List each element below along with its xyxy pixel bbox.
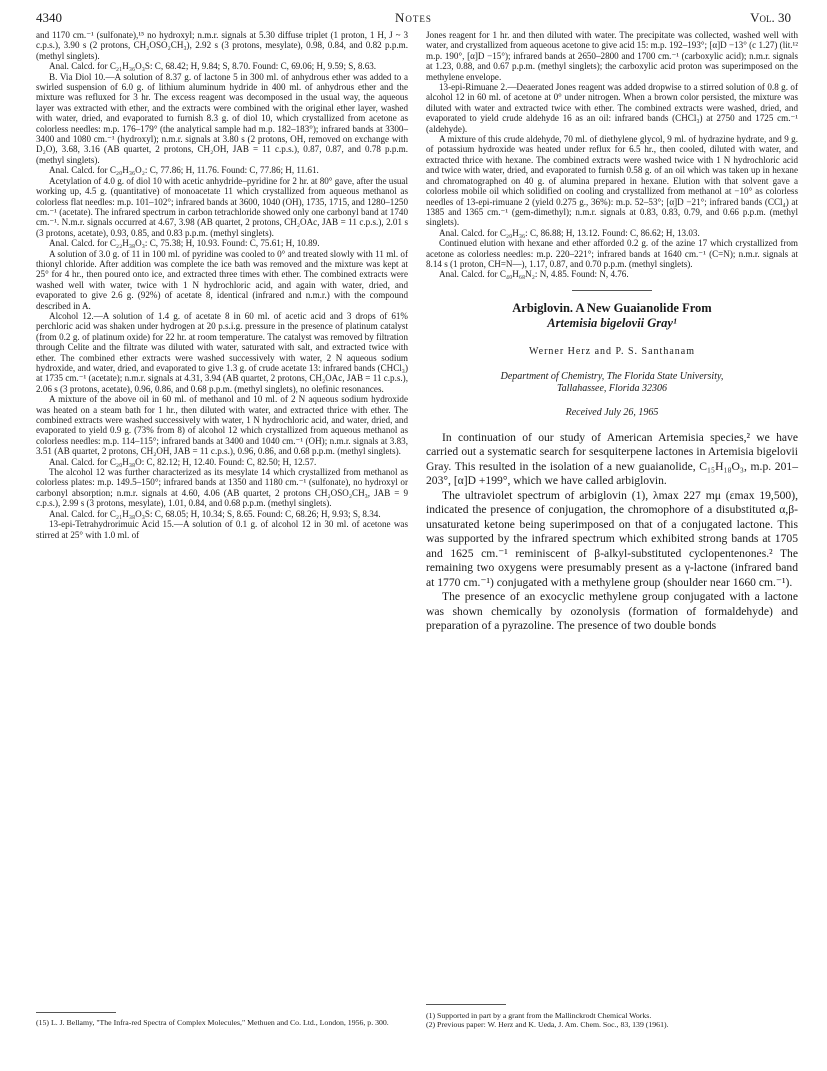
paragraph: Anal. Calcd. for C₂₀H₃₆O₂: C, 77.86; H, 11.76. Found: C, 77.86; H, 11.61. — [49, 165, 319, 176]
paragraph: Jones reagent for 1 hr. and then diluted with water. The precipitate was collected, washed well with water, and crystallized from aqueous acetone to give acid 15: m.p. 192–193°; [α]D −13° (c 1.27) (lit.¹² m.p. 190°, [α]D −15°); infrared bands at 2650–2800 and 1700 cm.⁻¹ (carboxylic acid); n.m.r. signals at 1.23, 0.88, and 0.67 p.p.m. (methyl singlets); the carboxylic acid proton was superimposed on the methylene envelope. — [426, 30, 799, 82]
article-affiliation — [426, 371, 798, 394]
received-date: Received July 26, 1965 — [565, 407, 659, 419]
paragraph: Anal. Calcd. for C₂₂H₃₈O₃: C, 75.38; H, 10.93. Found: C, 75.61; H, 10.89. — [49, 238, 320, 249]
left-column — [36, 30, 408, 540]
paragraph: In continuation of our study of American Artemisia species,² we have carried out a systematic search for sesquiterpene lactones in Artemisia bigelovii Gray. This resulted in the isolation of a new guaianolide, C₁₅H₁₈O₃, m.p. 201–203°, [α]D +199°, which we have called arbiglovin. — [426, 430, 798, 488]
paragraph: Acetylation of 4.0 g. of diol 10 with acetic anhydride–pyridine for 2 hr. at 80° gave, after the usual working up, 4.5 g. (quantitative) of monoacetate 11 which crystallized from aqueous methanol as colorless flat needles: m.p. 101–102°; infrared bands at 3600, 1040 (OH), 1735, 1715, and 1280–1250 cm.⁻¹ (acetate). The infrared spectrum in carbon tetrachloride showed only one carbonyl band at 1740 cm.⁻¹. N.m.r. signals occurred at 4.67, 3.98 (AB quartet, 2 protons, CH₂OAc, JAB = 11 c.p.s.), 2.01 s (3 protons, acetate), 0.93, 0.85, and 0.83 p.p.m. (methyl singlets). — [36, 175, 408, 238]
journal-section: Notes — [395, 10, 432, 25]
paragraph: 13-epi-Tetrahydrorimuic Acid 15.—A solution of 0.1 g. of alcohol 12 in 30 ml. of acetone was stirred at 25° with 1.0 ml. of — [36, 519, 408, 540]
paragraph: The alcohol 12 was further characterized as its mesylate 14 which crystallized from methanol as colorless plates: m.p. 149.5–150°; infrared bands at 1350 and 1180 cm.⁻¹ (sulfonate), no hydroxyl or carbonyl absorption; n.m.r. signals at 4.60, 4.06 (AB quartet, 2 protons CH₂OSO₂CH₃, JAB = 9 c.p.s.), 2.99 s (3 protons, mesylate), 1.01, 0.84, and 0.68 p.p.m. (methyl singlets). — [36, 467, 408, 509]
article-body — [426, 431, 798, 634]
paragraph: A mixture of the above oil in 60 ml. of methanol and 10 ml. of 2 N aqueous sodium hydroxide was heated on a steam bath for 1 hr., then diluted with water, and extracted thrice with ether. The combined extracts were washed successively with water, 1 N hydrochloric acid, and water, dried, and evaporated to yield 0.9 g. (73% from 8) of alcohol 12 which crystallized from aqueous methanol as colorless needles: m.p. 114–115°; infrared bands at 3400 and 1040 cm.⁻¹ (OH); n.m.r. signals at 3.83, 3.51 (AB quartet, 2 protons, CH₂OH, JAB = 11 c.p.s.), 0.96, 0.86, and 0.68 p.p.m. (methyl singlets). — [36, 394, 408, 457]
footnote: (2) Previous paper: W. Herz and K. Ueda, J. Am. Chem. Soc., 83, 139 (1961). — [426, 1020, 669, 1030]
affiliation-line: Tallahassee, Florida 32306 — [557, 382, 667, 394]
paragraph: Anal. Calcd. for C₂₀H₃₈O: C, 82.12; H, 12.40. Found: C, 82.50; H, 12.57. — [49, 456, 317, 467]
affiliation-line: Department of Chemistry, The Florida State University, — [500, 371, 724, 383]
paragraph: A solution of 3.0 g. of 11 in 100 ml. of pyridine was cooled to 0° and treated slowly with 11 ml. of thionyl chloride. After addition was complete the ice bath was removed and the mixture was kept at 25° for 4 hr., then poured onto ice, and extracted three times with ether. The combined extracts were washed well with water, twice with 1 N hydrochloric acid, and again with water, dried, and evaporated to give 2.6 g. (92%) of acetate 8, identical (infrared and n.m.r.) with the compound described in A. — [36, 248, 408, 311]
paragraph: Anal. Calcd. for C₄₀H₆₈N₂: N, 4.85. Found: N, 4.76. — [439, 269, 629, 280]
section-divider — [572, 290, 652, 291]
footnote-rule — [36, 1012, 116, 1013]
running-header — [36, 10, 791, 30]
paragraph: Alcohol 12.—A solution of 1.4 g. of acetate 8 in 60 ml. of acetic acid and 3 drops of 61% perchloric acid was shaken under hydrogen at 20 p.s.i.g. pressure in the presence of platinum catalyst (from 0.2 g. of platinum oxide) for 22 hr. at room temperature. The catalyst was removed by filtration through Celite and the filtrate was diluted with water, saturated with salt, and extracted twice with ether. The combined ether extracts were washed successively with water, 2 N aqueous sodium hydroxide, and water, dried, and evaporated to give 1.3 g. of crude acetate 13: infrared bands (CHCl₃) at 1735 cm.⁻¹ (acetate); n.m.r. signals at 4.31, 3.94 (AB quartet, 2 protons, CH₂OAc, JAB = 11 c.p.s.), 2.06 s (3 protons, acetate), 0.96, 0.86, and 0.68 p.p.m. (methyl singlets), no olefinic resonances. — [36, 310, 408, 394]
volume-label: Vol. 30 — [750, 10, 791, 25]
paragraph: and 1170 cm.⁻¹ (sulfonate),¹⁵ no hydroxyl; n.m.r. signals at 5.30 diffuse triplet (1 proton, 1 H, J ~ 3 c.p.s.), 3.90 s (2 protons, CH₂OSO₂CH₃), 2.92 s (3 protons, mesylate), 0.98, 0.84, and 0.82 p.p.m. (methyl singlets). — [36, 30, 408, 61]
paragraph: Anal. Calcd. for C₂₀H₃₆: C, 86.88; H, 13.12. Found: C, 86.62; H, 13.03. — [439, 227, 700, 238]
footnote: (15) L. J. Bellamy, "The Infra-red Spectra of Complex Molecules," Methuen and Co. Ltd., London, 1956, p. 300. — [36, 1018, 389, 1027]
article-title: Arbiglovin. A New Guaianolide From — [512, 300, 712, 315]
paragraph: The ultraviolet spectrum of arbiglovin (1), λmax 227 mμ (εmax 19,500), indicated the presence of conjugation, the chromophore of a disubstituted α,β-unsaturated ketone being superimposed on that of a conjugated lactone. This was supported by the infrared spectrum which exhibited strong bands at 1705 and 1625 cm.⁻¹ reminiscent of β-alkyl-substituted cyclopentenones.² The remaining two oxygens were presumably present as a γ-lactone (infrared band at 1770 cm.⁻¹) conjugated with a methylene group (shoulder near 1660 cm.⁻¹). — [426, 488, 798, 589]
paragraph: Anal. Calcd. for C₂₁H₃₆O₃S: C, 68.42; H, 9.84; S, 8.70. Found: C, 69.06; H, 9.59; S, 8.63. — [49, 61, 377, 72]
article-title-line2: Artemisia bigelovii Gray¹ — [547, 315, 677, 330]
paragraph: 13-epi-Rimuane 2.—Deaerated Jones reagent was added dropwise to a stirred solution of 0.8 g. of alcohol 12 in 60 ml. of acetone at 0° under nitrogen. When a brown color persisted, the mixture was diluted with water and extracted twice with ether. The combined extracts were washed, dried, and evaporated to yield crude aldehyde 16 as an oil: infrared bands (CHCl₃) at 2750 and 1725 cm.⁻¹ (aldehyde). — [426, 82, 798, 134]
paragraph: The presence of an exocyclic methylene group conjugated with a lactone was shown chemically by ozonolysis (formation of formaldehyde) and preparation of a pyrazoline. The presence of two double bonds — [426, 590, 798, 633]
article-authors: Werner Herz and P. S. Santhanam — [529, 345, 695, 357]
paragraph: Anal. Calcd. for C₂₁H₃₈O₃S: C, 68.05; H, 10.34; S, 8.65. Found: C, 68.26; H, 9.93; S, 8.34. — [49, 508, 381, 519]
footnotes-right — [426, 1011, 798, 1030]
footnote-rule — [426, 1004, 506, 1005]
footnote: (1) Supported in part by a grant from the Mallinckrodt Chemical Works. — [426, 1011, 652, 1020]
paragraph: Continued elution with hexane and ether afforded 0.2 g. of the azine 17 which crystallized from acetone as colorless needles: m.p. 220–221°; infrared bands at 1640 cm.⁻¹ (C=N); n.m.r. signals at 8.14 s (1 proton, CH=N—), 1.17, 0.87, and 0.70 p.p.m. (methyl singlets). — [426, 238, 798, 269]
right-column — [426, 30, 798, 634]
paragraph: B. Via Diol 10.—A solution of 8.37 g. of lactone 5 in 300 ml. of anhydrous ether was added to a swirled suspension of 6.0 g. of lithium aluminum hydride in 400 ml. of anhydrous ether and the mixture was refluxed for 3 hr. The excess reagent was decomposed in the usual way, the aqueous layer was extracted with ether, and the extracts were combined with the original ether layer, washed with water, dried, and evaporated to furnish 8.3 g. of diol 10, which crystallized from acetone as colorless needles: m.p. 176–179° (the analytical sample had m.p. 182–183°); infrared bands at 3300–3400 and 1080 cm.⁻¹ (hydroxyl); n.m.r. signals at 3.80 s (2 protons, OH, removed on exchange with D₂O), 3.68, 3.16 (AB quartet, 2 protons, CH₂OH, JAB = 11 c.p.s.), 0.87, 0.87, and 0.78 p.p.m. (methyl singlets). — [36, 71, 408, 165]
footnotes-left — [36, 1018, 408, 1027]
page-number: 4340 — [36, 10, 62, 25]
paragraph: A mixture of this crude aldehyde, 70 ml. of diethylene glycol, 9 ml. of hydrazine hydrate, and 9 g. of potassium hydroxide was heated under reflux for 6.5 hr., then cooled, diluted with water, and extracted thrice with hexane. The combined extracts were washed twice with 1 N hydrochloric acid and twice with water, dried, and evaporated to furnish 0.58 g. of an oil which was taken up in hexane and chromatographed on 40 g. of alumina prepared in hexane. Elution with that solvent gave a colorless mobile oil which solidified on cooling and crystallized from methanol at −10° as colorless needles of 13-epi-rimuane 2 (yield 0.275 g., 36%): m.p. 52–53°; [α]D −21°; infrared bands (CCl₄) at 1385 and 1365 cm.⁻¹ (gem-dimethyl); n.m.r. signals at 0.83, 0.83, 0.79, and 0.66 p.p.m. (methyl singlets). — [426, 134, 798, 228]
